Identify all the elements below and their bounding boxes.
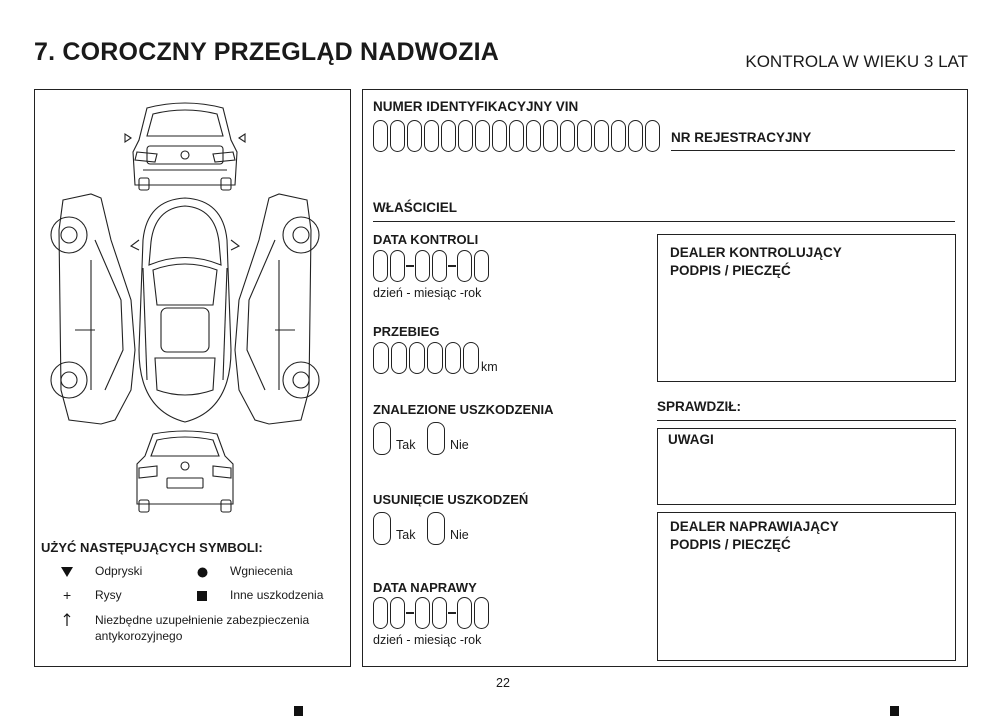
vin-char-box[interactable] — [407, 120, 422, 152]
vin-char-box[interactable] — [492, 120, 507, 152]
remarks-label: UWAGI — [668, 432, 714, 447]
vin-char-box[interactable] — [543, 120, 558, 152]
car-diagram — [35, 90, 350, 530]
mileage-digit-box[interactable] — [409, 342, 425, 374]
dealer-repairing-label: DEALER NAPRAWIAJĄCY — [670, 519, 839, 534]
damage-removed-no-label: Nie — [450, 528, 469, 542]
vin-char-box[interactable] — [458, 120, 473, 152]
page-title: 7. COROCZNY PRZEGLĄD NADWOZIA — [34, 38, 500, 66]
damage-removed-no-checkbox[interactable] — [427, 512, 445, 545]
registration-mark — [294, 706, 303, 716]
inspection-form-panel — [362, 89, 968, 667]
vin-label: NUMER IDENTYFIKACYJNY VIN — [373, 99, 579, 114]
dealer-checking-sublabel: PODPIS / PIECZĘĆ — [670, 263, 791, 278]
year-box[interactable] — [474, 597, 489, 629]
year-box[interactable] — [474, 250, 489, 282]
mileage-field[interactable] — [373, 342, 479, 374]
car-left-side-view — [51, 194, 135, 424]
legend-label-dents: Wgniecenia — [230, 564, 293, 578]
vin-char-box[interactable] — [424, 120, 439, 152]
legend-heading: UŻYĆ NASTĘPUJĄCYCH SYMBOLI: — [41, 540, 263, 555]
dealer-repairing-signature-box[interactable] — [657, 512, 956, 661]
vin-char-box[interactable] — [475, 120, 490, 152]
repair-date-hint: dzień - miesiąc -rok — [373, 633, 482, 647]
year-box[interactable] — [457, 250, 472, 282]
legend-item-scratches — [61, 588, 191, 606]
legend-label-scratches: Rysy — [95, 588, 122, 602]
vin-char-box[interactable] — [390, 120, 405, 152]
date-separator — [448, 265, 456, 267]
vin-char-box[interactable] — [577, 120, 592, 152]
damage-removed-yes-label: Tak — [396, 528, 416, 542]
dealer-checking-signature-box[interactable] — [657, 234, 956, 382]
triangle-down-icon — [61, 566, 73, 578]
day-box[interactable] — [373, 250, 388, 282]
filled-circle-icon — [197, 567, 208, 578]
mileage-digit-box[interactable] — [463, 342, 479, 374]
month-box[interactable] — [415, 597, 430, 629]
damage-found-no-label: Nie — [450, 438, 469, 452]
page-subtitle: KONTROLA W WIEKU 3 LAT — [745, 52, 968, 71]
vin-char-box[interactable] — [611, 120, 626, 152]
page-number: 22 — [496, 676, 510, 690]
vin-char-box[interactable] — [441, 120, 456, 152]
legend-item-dents — [197, 564, 347, 582]
vin-char-box[interactable] — [594, 120, 609, 152]
day-box[interactable] — [390, 250, 405, 282]
checked-by-label: SPRAWDZIŁ: — [657, 399, 741, 414]
car-rear-view — [137, 431, 233, 512]
damage-found-label: ZNALEZIONE USZKODZENIA — [373, 402, 554, 417]
month-box[interactable] — [432, 597, 447, 629]
owner-label: WŁAŚCICIEL — [373, 200, 457, 215]
inspection-date-label: DATA KONTROLI — [373, 232, 479, 247]
mileage-digit-box[interactable] — [445, 342, 461, 374]
dealer-repairing-sublabel: PODPIS / PIECZĘĆ — [670, 537, 791, 552]
legend-item-other — [197, 588, 347, 606]
damage-found-yes-label: Tak — [396, 438, 416, 452]
month-box[interactable] — [415, 250, 430, 282]
damage-found-yes-checkbox[interactable] — [373, 422, 391, 455]
vin-char-box[interactable] — [628, 120, 643, 152]
inspection-date-field[interactable] — [373, 250, 503, 284]
repair-date-label: DATA NAPRAWY — [373, 580, 477, 595]
damage-found-no-checkbox[interactable] — [427, 422, 445, 455]
mileage-label: PRZEBIEG — [373, 324, 440, 339]
legend-label-other: Inne uszkodzenia — [230, 588, 324, 602]
vin-field[interactable] — [373, 120, 660, 152]
registration-label: NR REJESTRACYJNY — [671, 130, 812, 145]
repair-date-field[interactable] — [373, 597, 503, 631]
registration-field[interactable] — [671, 150, 955, 151]
up-arrow-icon — [63, 613, 71, 627]
owner-field[interactable] — [373, 221, 955, 222]
registration-mark — [890, 706, 899, 716]
damage-removed-label: USUNIĘCIE USZKODZEŃ — [373, 492, 529, 507]
car-diagram-panel — [34, 89, 351, 667]
plus-icon: + — [63, 587, 72, 603]
dealer-checking-label: DEALER KONTROLUJĄCY — [670, 245, 842, 260]
vin-char-box[interactable] — [526, 120, 541, 152]
filled-square-icon — [197, 591, 207, 601]
vin-char-box[interactable] — [373, 120, 388, 152]
mileage-digit-box[interactable] — [373, 342, 389, 374]
date-separator — [448, 612, 456, 614]
year-box[interactable] — [457, 597, 472, 629]
vin-char-box[interactable] — [560, 120, 575, 152]
checked-by-field[interactable] — [657, 420, 956, 421]
legend-label-anticorrosion: Niezbędne uzupełnienie zabezpieczenia antykorozyjnego — [95, 613, 310, 643]
mileage-digit-box[interactable] — [391, 342, 407, 374]
day-box[interactable] — [373, 597, 388, 629]
day-box[interactable] — [390, 597, 405, 629]
date-separator — [406, 265, 414, 267]
car-right-side-view — [235, 194, 319, 424]
legend-label-chips: Odpryski — [95, 564, 143, 578]
inspection-date-hint: dzień - miesiąc -rok — [373, 286, 482, 300]
damage-removed-yes-checkbox[interactable] — [373, 512, 391, 545]
legend-item-anticorrosion — [61, 612, 341, 646]
mileage-digit-box[interactable] — [427, 342, 443, 374]
vin-char-box[interactable] — [509, 120, 524, 152]
month-box[interactable] — [432, 250, 447, 282]
remarks-box[interactable] — [657, 428, 956, 505]
date-separator — [406, 612, 414, 614]
car-top-view — [131, 198, 239, 422]
car-front-view — [125, 103, 245, 190]
vin-char-box[interactable] — [645, 120, 660, 152]
mileage-unit: km — [481, 360, 498, 374]
